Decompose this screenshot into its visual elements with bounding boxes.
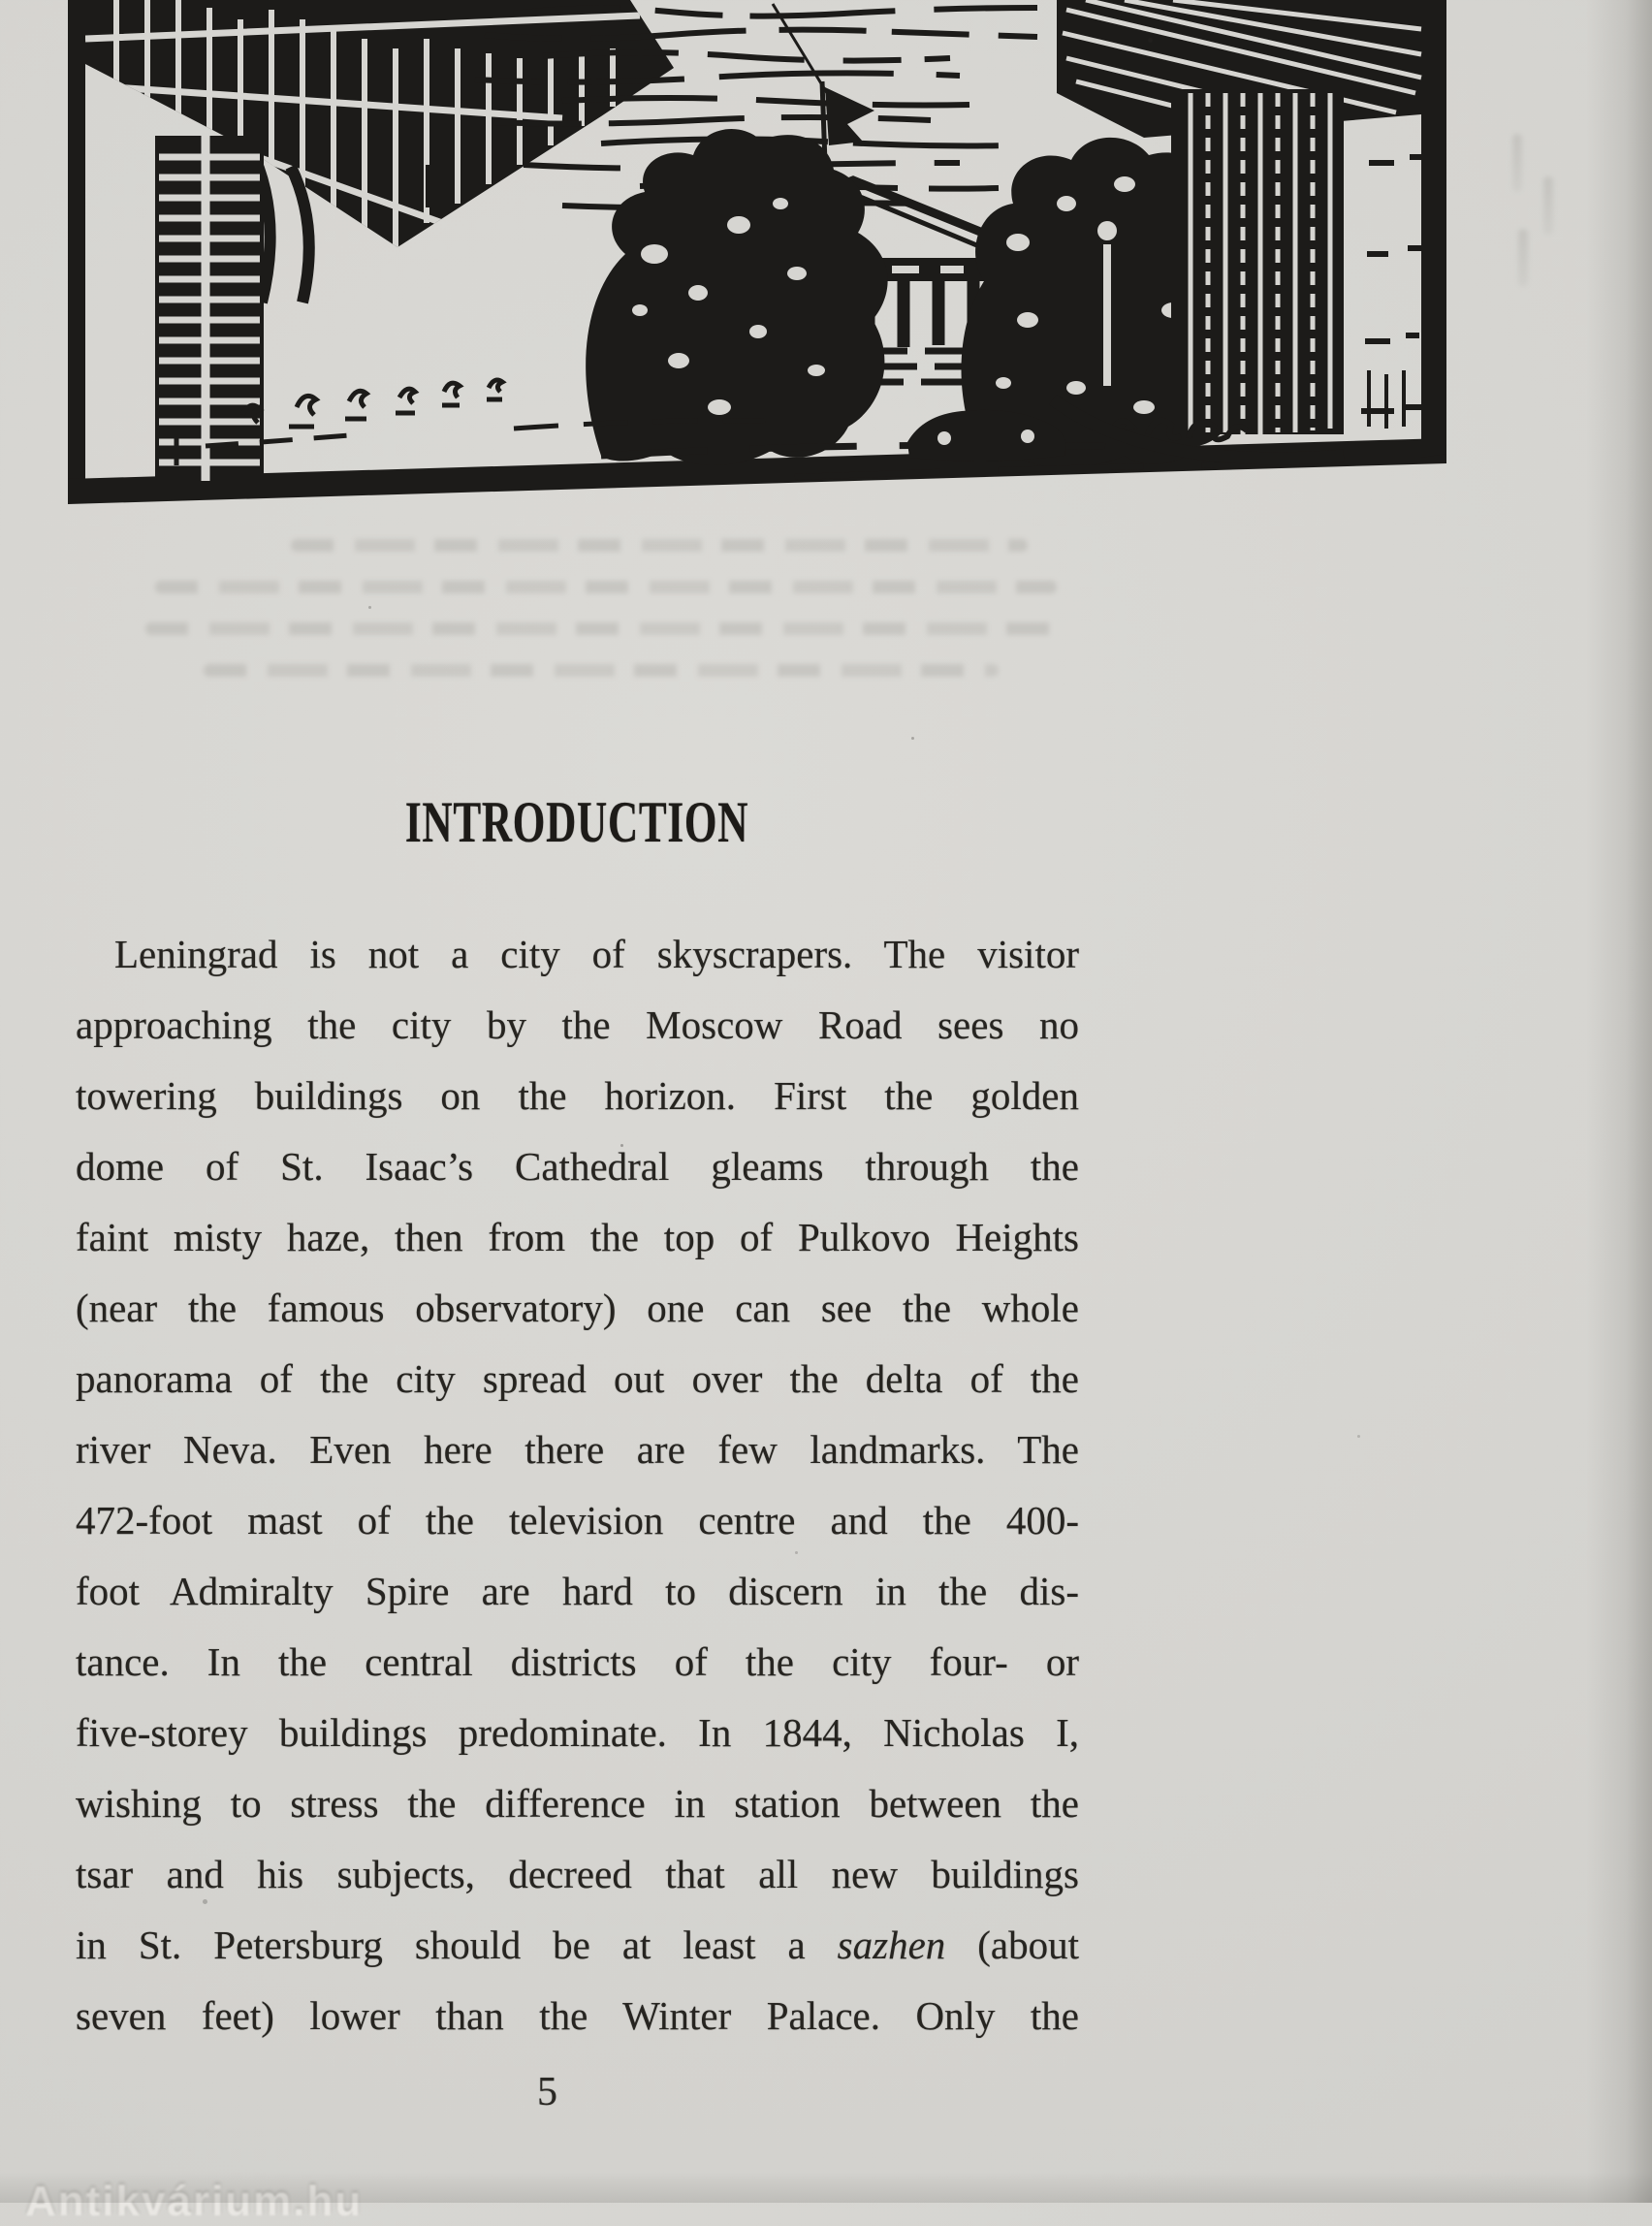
paragraph-line: 472-foot mast of the television centre and the 400- (76, 1498, 1079, 1542)
paragraph-line: seven feet) lower than the Winter Palace. Only the (76, 1993, 1079, 2038)
paragraph-line: dome of St. Isaac’s Cathedral gleams through the (76, 1144, 1079, 1189)
frame-left (68, 0, 85, 498)
street-scene-illustration (58, 0, 1472, 512)
paragraph-line: tance. In the central districts of the city four- or (76, 1639, 1079, 1684)
page-number: 5 (537, 2070, 557, 2115)
paragraph-line: foot Admiralty Spire are hard to discern in the dis- (76, 1569, 1079, 1613)
paragraph-line (76, 1910, 1079, 1981)
bleed-through-mark (1512, 134, 1522, 192)
bleed-through-mark (1518, 229, 1528, 287)
paragraph-line: towering buildings on the horizon. First the golden (76, 1073, 1079, 1118)
paragraph-line: wishing to stress the difference in station between the (76, 1781, 1079, 1826)
paragraph-line: river Neva. Even here there are few landmarks. The (76, 1427, 1079, 1472)
paragraph-line: faint misty haze, then from the top of Pulkovo Heights (76, 1215, 1079, 1259)
street-figures (235, 380, 502, 432)
italic-term: sazhen (837, 1923, 946, 1967)
paragraph-segment: in St. Petersburg should be at least a (76, 1923, 838, 1967)
paragraph-line: approaching the city by the Moscow Road sees no (76, 1002, 1079, 1047)
paragraph-line: Leningrad is not a city of skyscrapers. The visitor (114, 932, 1079, 976)
bleed-through-mark (1543, 176, 1553, 235)
bleed-through-text (204, 664, 999, 677)
paragraph-segment: (about (945, 1923, 1079, 1967)
paragraph-line: (near the famous observatory) one can see the whole (76, 1286, 1079, 1330)
page-title (76, 790, 1079, 855)
watermark: Antikvárium.hu (25, 2178, 364, 2225)
paragraph-line: five-storey buildings predominate. In 1844, Nicholas I, (76, 1710, 1079, 1755)
frame-right (1421, 0, 1446, 458)
left-trees (586, 129, 887, 465)
paragraph (76, 919, 1079, 2051)
bleed-through-text (291, 539, 1028, 552)
right-column (1171, 89, 1344, 434)
paragraph-line: tsar and his subjects, decreed that all new buildings (76, 1852, 1079, 1896)
bleed-through-text (145, 622, 1057, 635)
page-title-text: INTRODUCTION (405, 790, 749, 855)
bleed-through-text (155, 581, 1057, 593)
paragraph-line: panorama of the city spread out over the delta of the (76, 1356, 1079, 1401)
